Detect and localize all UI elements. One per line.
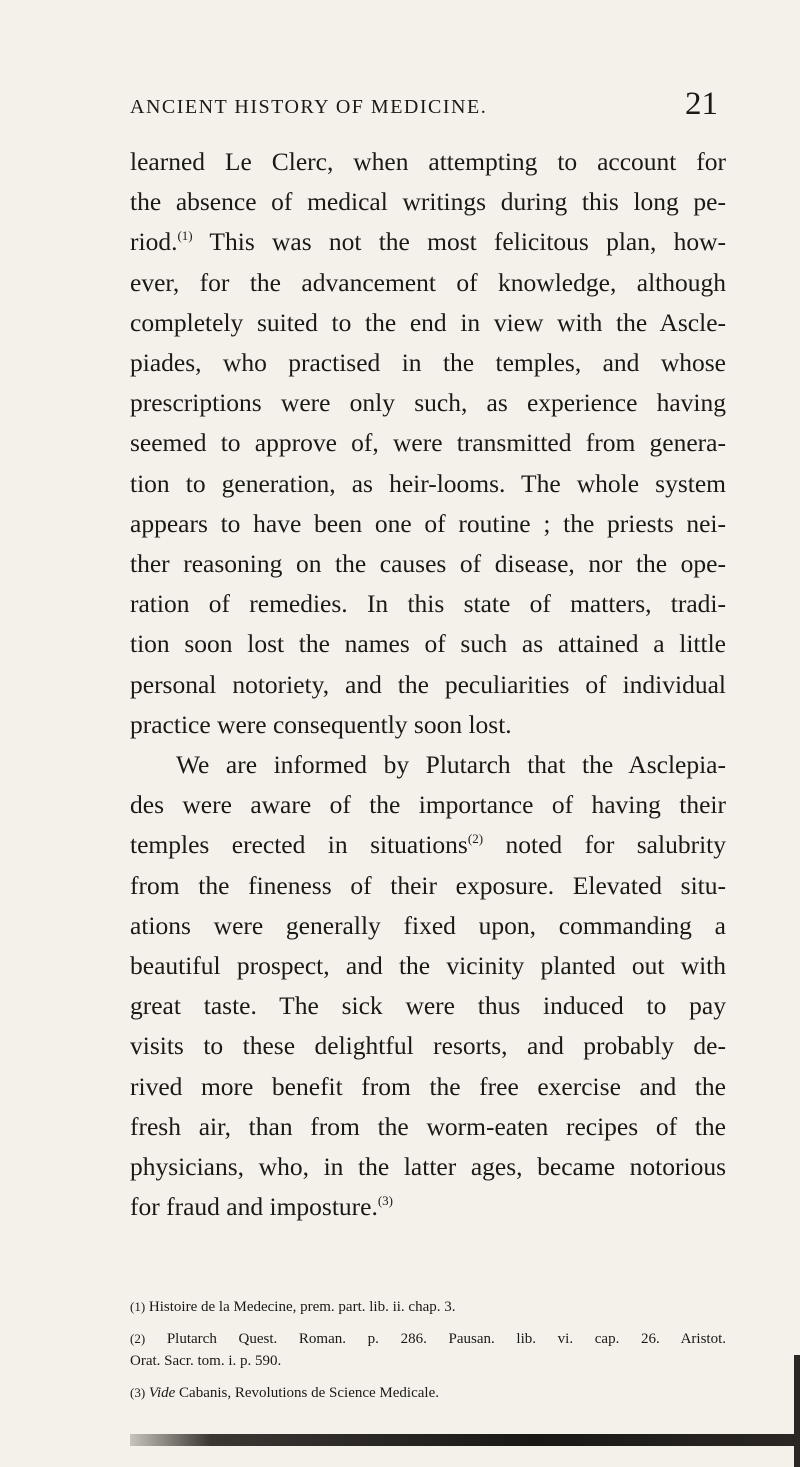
text-fragment: temples erected in situations — [130, 830, 468, 860]
text-fragment: riod. — [130, 227, 178, 257]
text-line: from the fineness of their exposure. Elevated situ- — [130, 870, 726, 900]
footnotes — [130, 1296, 726, 1404]
text-line — [130, 825, 726, 865]
text-line: completely suited to the end in view with the Ascle- — [130, 307, 726, 337]
text-line: piades, who practised in the temples, and whose — [130, 348, 726, 378]
footnote-3 — [130, 1382, 726, 1404]
footnote-1 — [130, 1296, 726, 1318]
text-line: ations were generally fixed upon, commanding a — [130, 910, 726, 940]
text-line: practice were consequently soon lost. — [130, 709, 512, 739]
text-line: prescriptions were only such, as experience having — [130, 388, 726, 418]
text-line: tion to generation, as heir-looms. The whole system — [130, 468, 726, 498]
text-line: fresh air, than from the worm-eaten recipes of the — [130, 1111, 726, 1141]
text-line: seemed to approve of, were transmitted from genera- — [130, 428, 726, 458]
text-line: appears to have been one of routine ; the priests nei- — [130, 508, 726, 538]
text-fragment: noted for salubrity — [483, 830, 726, 860]
page-number: 21 — [685, 86, 718, 122]
text-line: We are informed by Plutarch that the Asclepia- — [176, 750, 726, 780]
text-line: ration of remedies. In this state of matters, tradi- — [130, 589, 726, 619]
text-line: physicians, who, in the latter ages, became notorious — [130, 1152, 726, 1182]
footnote-number: (3) — [130, 1385, 146, 1400]
footnote-number: (1) — [130, 1299, 146, 1314]
text-line — [130, 222, 726, 262]
body-text — [130, 142, 726, 1227]
running-head — [130, 86, 718, 126]
running-title: ANCIENT HISTORY OF MEDICINE. — [130, 96, 488, 118]
text-line: des were aware of the importance of having their — [130, 790, 726, 820]
text-line: the absence of medical writings during this long pe- — [130, 187, 726, 217]
text-line: beautiful prospect, and the vicinity planted out with — [130, 951, 726, 981]
footnote-text: Histoire de la Medecine, prem. part. lib. ii. chap. 3. — [148, 1299, 456, 1315]
text-line: visits to these delightful resorts, and probably de- — [130, 1031, 726, 1061]
footnote-2-continued: Orat. Sacr. tom. i. p. 590. — [130, 1353, 282, 1369]
footnote-number: (2) — [130, 1331, 146, 1346]
footnote-text: Plutarch Quest. Roman. p. 286. Pausan. lib. vi. cap. 26. Aristot. — [166, 1331, 726, 1347]
text-line: ever, for the advancement of knowledge, although — [130, 267, 726, 297]
text-line: great taste. The sick were thus induced to pay — [130, 991, 726, 1021]
text-line — [130, 1187, 726, 1227]
footnote-2 — [130, 1328, 726, 1350]
footnote-ref: (2) — [467, 831, 484, 847]
text-line: ther reasoning on the causes of disease, nor the ope- — [130, 549, 726, 579]
footnote-ref: (3) — [377, 1193, 394, 1209]
text-line: personal notoriety, and the peculiarities of individual — [130, 669, 726, 699]
text-fragment: This was not the most felicitous plan, how- — [192, 227, 726, 257]
scan-edge-shadow — [794, 1355, 800, 1467]
text-line: tion soon lost the names of such as attained a little — [130, 629, 726, 659]
text-line: learned Le Clerc, when attempting to account for — [130, 147, 726, 176]
footnote-text: Cabanis, Revolutions de Science Medicale. — [175, 1385, 439, 1401]
text-fragment: for fraud and imposture. — [130, 1192, 378, 1222]
footnote-vide: Vide — [148, 1385, 176, 1401]
footnote-ref: (1) — [177, 228, 193, 244]
scan-edge-mark — [130, 1434, 800, 1446]
text-line: rived more benefit from the free exercise and the — [130, 1071, 726, 1101]
